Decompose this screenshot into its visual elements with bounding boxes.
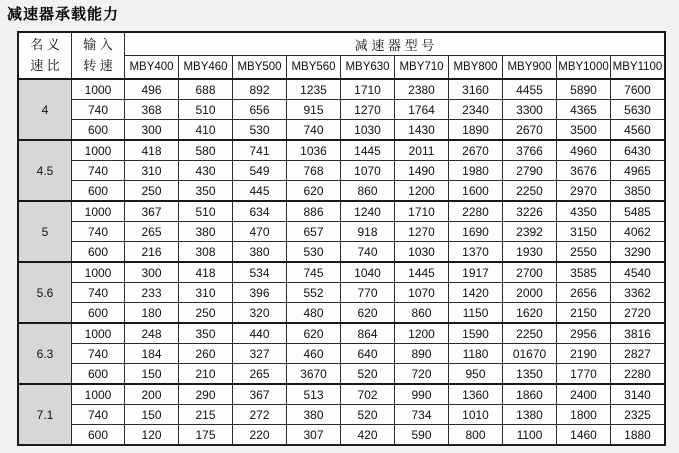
capacity-value-cell: 2956 [557, 323, 611, 344]
capacity-value-cell: 3676 [557, 161, 611, 181]
ratio-column-header [18, 32, 72, 79]
capacity-value-cell: 1270 [395, 222, 449, 242]
header-row-top [18, 32, 665, 56]
model-header-mby900: MBY900 [503, 56, 557, 80]
capacity-value-cell: 520 [341, 405, 395, 425]
model-header-mby1000: MBY1000 [557, 56, 611, 80]
capacity-value-cell: 1880 [611, 425, 666, 446]
capacity-value-cell: 892 [233, 79, 287, 100]
speed-cell: 1000 [72, 201, 125, 222]
speed-cell: 740 [72, 344, 125, 364]
capacity-value-cell: 3140 [611, 384, 666, 405]
speed-cell: 600 [72, 364, 125, 385]
table-row [18, 79, 665, 100]
table-row [18, 405, 665, 425]
capacity-value-cell: 320 [233, 303, 287, 324]
capacity-value-cell: 918 [341, 222, 395, 242]
speed-cell: 740 [72, 405, 125, 425]
capacity-value-cell: 2700 [503, 262, 557, 283]
capacity-value-cell: 2340 [449, 100, 503, 120]
ratio-cell: 6.3 [18, 323, 72, 384]
capacity-value-cell: 1460 [557, 425, 611, 446]
model-header-mby1100: MBY1100 [611, 56, 666, 80]
capacity-value-cell: 2400 [557, 384, 611, 405]
capacity-value-cell: 200 [125, 384, 179, 405]
models-group-header: 减 速 器 型 号 [125, 32, 666, 56]
capacity-value-cell: 860 [395, 303, 449, 324]
capacity-value-cell: 1590 [449, 323, 503, 344]
capacity-value-cell: 1980 [449, 161, 503, 181]
capacity-value-cell: 2011 [395, 140, 449, 161]
capacity-value-cell: 915 [287, 100, 341, 120]
capacity-value-cell: 1360 [449, 384, 503, 405]
capacity-value-cell: 265 [125, 222, 179, 242]
table-row [18, 120, 665, 141]
capacity-value-cell: 307 [287, 425, 341, 446]
capacity-value-cell: 310 [125, 161, 179, 181]
capacity-value-cell: 745 [287, 262, 341, 283]
capacity-value-cell: 1420 [449, 283, 503, 303]
capacity-value-cell: 1070 [341, 161, 395, 181]
capacity-value-cell: 530 [233, 120, 287, 141]
capacity-value-cell: 4560 [611, 120, 666, 141]
capacity-value-cell: 510 [179, 201, 233, 222]
capacity-value-cell: 1860 [503, 384, 557, 405]
capacity-value-cell: 460 [287, 344, 341, 364]
table-row [18, 303, 665, 324]
capacity-value-cell: 768 [287, 161, 341, 181]
capacity-value-cell: 445 [233, 181, 287, 202]
ratio-cell: 4.5 [18, 140, 72, 201]
capacity-value-cell: 327 [233, 344, 287, 364]
capacity-value-cell: 2790 [503, 161, 557, 181]
capacity-value-cell: 300 [125, 120, 179, 141]
capacity-value-cell: 720 [395, 364, 449, 385]
capacity-value-cell: 3150 [557, 222, 611, 242]
capacity-value-cell: 2970 [557, 181, 611, 202]
capacity-value-cell: 520 [341, 364, 395, 385]
speed-header-line2: 转 速 [83, 57, 113, 73]
capacity-value-cell: 248 [125, 323, 179, 344]
speed-cell: 1000 [72, 140, 125, 161]
capacity-value-cell: 1690 [449, 222, 503, 242]
capacity-value-cell: 634 [233, 201, 287, 222]
table-row [18, 344, 665, 364]
capacity-table [17, 31, 666, 446]
capacity-value-cell: 510 [179, 100, 233, 120]
capacity-value-cell: 290 [179, 384, 233, 405]
speed-cell: 600 [72, 120, 125, 141]
model-header-mby800: MBY800 [449, 56, 503, 80]
table-row [18, 425, 665, 446]
capacity-value-cell: 1430 [395, 120, 449, 141]
capacity-value-cell: 470 [233, 222, 287, 242]
capacity-value-cell: 1030 [395, 242, 449, 263]
speed-cell: 1000 [72, 262, 125, 283]
capacity-value-cell: 1036 [287, 140, 341, 161]
capacity-value-cell: 770 [341, 283, 395, 303]
speed-column-header [72, 32, 125, 79]
capacity-value-cell: 890 [395, 344, 449, 364]
ratio-header-line1: 名 义 [30, 37, 60, 53]
capacity-value-cell: 1010 [449, 405, 503, 425]
capacity-value-cell: 380 [179, 222, 233, 242]
capacity-value-cell: 184 [125, 344, 179, 364]
capacity-value-cell: 513 [287, 384, 341, 405]
capacity-value-cell: 1235 [287, 79, 341, 100]
model-header-mby460: MBY460 [179, 56, 233, 80]
capacity-value-cell: 4540 [611, 262, 666, 283]
capacity-value-cell: 1370 [449, 242, 503, 263]
ratio-cell: 4 [18, 79, 72, 140]
table-row [18, 242, 665, 263]
capacity-value-cell: 620 [341, 303, 395, 324]
capacity-value-cell: 1764 [395, 100, 449, 120]
capacity-value-cell: 1350 [503, 364, 557, 385]
speed-cell: 740 [72, 283, 125, 303]
capacity-value-cell: 2150 [557, 303, 611, 324]
speed-cell: 1000 [72, 323, 125, 344]
capacity-value-cell: 3850 [611, 181, 666, 202]
capacity-value-cell: 4365 [557, 100, 611, 120]
ratio-header-line2: 速 比 [30, 57, 60, 73]
capacity-value-cell: 233 [125, 283, 179, 303]
table-row [18, 140, 665, 161]
capacity-value-cell: 620 [287, 323, 341, 344]
speed-cell: 600 [72, 303, 125, 324]
capacity-value-cell: 3362 [611, 283, 666, 303]
capacity-value-cell: 1240 [341, 201, 395, 222]
capacity-value-cell: 410 [179, 120, 233, 141]
capacity-value-cell: 4455 [503, 79, 557, 100]
speed-cell: 600 [72, 425, 125, 446]
capacity-value-cell: 260 [179, 344, 233, 364]
capacity-value-cell: 367 [233, 384, 287, 405]
capacity-value-cell: 5485 [611, 201, 666, 222]
capacity-value-cell: 950 [449, 364, 503, 385]
capacity-value-cell: 2000 [503, 283, 557, 303]
capacity-value-cell: 430 [179, 161, 233, 181]
capacity-value-cell: 3300 [503, 100, 557, 120]
table-row [18, 161, 665, 181]
capacity-value-cell: 420 [341, 425, 395, 446]
capacity-value-cell: 734 [395, 405, 449, 425]
capacity-value-cell: 3670 [287, 364, 341, 385]
page-title: 减速器承载能力 [7, 6, 120, 23]
capacity-value-cell: 440 [233, 323, 287, 344]
capacity-value-cell: 300 [125, 262, 179, 283]
capacity-value-cell: 1380 [503, 405, 557, 425]
speed-cell: 740 [72, 161, 125, 181]
speed-header-line1: 输 入 [83, 37, 113, 53]
capacity-value-cell: 2656 [557, 283, 611, 303]
capacity-value-cell: 740 [287, 120, 341, 141]
capacity-value-cell: 3290 [611, 242, 666, 263]
table-row [18, 181, 665, 202]
ratio-cell: 5 [18, 201, 72, 262]
capacity-value-cell: 1930 [503, 242, 557, 263]
speed-cell: 740 [72, 100, 125, 120]
capacity-value-cell: 2380 [395, 79, 449, 100]
table-row [18, 100, 665, 120]
capacity-value-cell: 1070 [395, 283, 449, 303]
capacity-value-cell: 180 [125, 303, 179, 324]
capacity-value-cell: 2827 [611, 344, 666, 364]
model-header-mby500: MBY500 [233, 56, 287, 80]
capacity-value-cell: 549 [233, 161, 287, 181]
model-header-mby630: MBY630 [341, 56, 395, 80]
capacity-value-cell: 864 [341, 323, 395, 344]
ratio-cell: 7.1 [18, 384, 72, 445]
capacity-value-cell: 656 [233, 100, 287, 120]
capacity-value-cell: 1490 [395, 161, 449, 181]
capacity-value-cell: 2280 [611, 364, 666, 385]
capacity-value-cell: 1710 [341, 79, 395, 100]
capacity-value-cell: 1100 [503, 425, 557, 446]
capacity-value-cell: 1200 [395, 181, 449, 202]
capacity-value-cell: 530 [287, 242, 341, 263]
capacity-value-cell: 3585 [557, 262, 611, 283]
capacity-value-cell: 590 [395, 425, 449, 446]
capacity-value-cell: 1600 [449, 181, 503, 202]
capacity-value-cell: 368 [125, 100, 179, 120]
capacity-value-cell: 265 [233, 364, 287, 385]
ratio-cell: 5.6 [18, 262, 72, 323]
capacity-value-cell: 4960 [557, 140, 611, 161]
capacity-value-cell: 2392 [503, 222, 557, 242]
capacity-value-cell: 2670 [449, 140, 503, 161]
capacity-value-cell: 1620 [503, 303, 557, 324]
capacity-value-cell: 1200 [395, 323, 449, 344]
capacity-value-cell: 215 [179, 405, 233, 425]
capacity-value-cell: 367 [125, 201, 179, 222]
capacity-value-cell: 741 [233, 140, 287, 161]
table-row [18, 323, 665, 344]
speed-cell: 600 [72, 242, 125, 263]
model-header-mby400: MBY400 [125, 56, 179, 80]
capacity-value-cell: 1710 [395, 201, 449, 222]
capacity-value-cell: 1445 [341, 140, 395, 161]
capacity-value-cell: 2325 [611, 405, 666, 425]
capacity-value-cell: 1180 [449, 344, 503, 364]
capacity-value-cell: 1917 [449, 262, 503, 283]
capacity-value-cell: 1800 [557, 405, 611, 425]
capacity-value-cell: 220 [233, 425, 287, 446]
capacity-value-cell: 552 [287, 283, 341, 303]
capacity-value-cell: 1030 [341, 120, 395, 141]
table-row [18, 384, 665, 405]
capacity-value-cell: 860 [341, 181, 395, 202]
capacity-value-cell: 4350 [557, 201, 611, 222]
model-header-mby560: MBY560 [287, 56, 341, 80]
capacity-value-cell: 3226 [503, 201, 557, 222]
table-row [18, 262, 665, 283]
capacity-value-cell: 310 [179, 283, 233, 303]
capacity-value-cell: 250 [179, 303, 233, 324]
capacity-value-cell: 1445 [395, 262, 449, 283]
table-body [18, 79, 665, 445]
capacity-value-cell: 3160 [449, 79, 503, 100]
capacity-value-cell: 740 [341, 242, 395, 263]
capacity-value-cell: 620 [287, 181, 341, 202]
capacity-value-cell: 272 [233, 405, 287, 425]
capacity-value-cell: 120 [125, 425, 179, 446]
speed-cell: 1000 [72, 384, 125, 405]
capacity-value-cell: 640 [341, 344, 395, 364]
capacity-value-cell: 350 [179, 181, 233, 202]
table-row [18, 364, 665, 385]
capacity-value-cell: 418 [179, 262, 233, 283]
capacity-value-cell: 350 [179, 323, 233, 344]
capacity-value-cell: 657 [287, 222, 341, 242]
capacity-value-cell: 702 [341, 384, 395, 405]
capacity-value-cell: 380 [233, 242, 287, 263]
capacity-value-cell: 418 [125, 140, 179, 161]
capacity-value-cell: 886 [287, 201, 341, 222]
capacity-value-cell: 3816 [611, 323, 666, 344]
capacity-value-cell: 4062 [611, 222, 666, 242]
capacity-value-cell: 250 [125, 181, 179, 202]
capacity-value-cell: 175 [179, 425, 233, 446]
capacity-value-cell: 1270 [341, 100, 395, 120]
table-row [18, 222, 665, 242]
capacity-value-cell: 150 [125, 405, 179, 425]
capacity-value-cell: 2190 [557, 344, 611, 364]
speed-cell: 1000 [72, 79, 125, 100]
capacity-value-cell: 308 [179, 242, 233, 263]
capacity-value-cell: 01670 [503, 344, 557, 364]
capacity-value-cell: 5630 [611, 100, 666, 120]
capacity-value-cell: 990 [395, 384, 449, 405]
model-header-mby710: MBY710 [395, 56, 449, 80]
capacity-value-cell: 1890 [449, 120, 503, 141]
speed-cell: 600 [72, 181, 125, 202]
capacity-value-cell: 7600 [611, 79, 666, 100]
table-row [18, 283, 665, 303]
capacity-value-cell: 580 [179, 140, 233, 161]
capacity-value-cell: 2250 [503, 181, 557, 202]
capacity-value-cell: 3766 [503, 140, 557, 161]
capacity-value-cell: 1770 [557, 364, 611, 385]
capacity-value-cell: 480 [287, 303, 341, 324]
capacity-value-cell: 150 [125, 364, 179, 385]
table-header [18, 32, 665, 79]
capacity-value-cell: 396 [233, 283, 287, 303]
capacity-value-cell: 800 [449, 425, 503, 446]
speed-cell: 740 [72, 222, 125, 242]
capacity-value-cell: 496 [125, 79, 179, 100]
capacity-value-cell: 534 [233, 262, 287, 283]
capacity-value-cell: 210 [179, 364, 233, 385]
table-row [18, 201, 665, 222]
capacity-value-cell: 216 [125, 242, 179, 263]
capacity-value-cell: 2550 [557, 242, 611, 263]
capacity-value-cell: 1040 [341, 262, 395, 283]
capacity-value-cell: 2250 [503, 323, 557, 344]
capacity-value-cell: 380 [287, 405, 341, 425]
capacity-value-cell: 2670 [503, 120, 557, 141]
capacity-value-cell: 5890 [557, 79, 611, 100]
capacity-value-cell: 3500 [557, 120, 611, 141]
capacity-value-cell: 688 [179, 79, 233, 100]
capacity-value-cell: 4965 [611, 161, 666, 181]
capacity-value-cell: 2720 [611, 303, 666, 324]
capacity-value-cell: 6430 [611, 140, 666, 161]
capacity-value-cell: 1150 [449, 303, 503, 324]
capacity-value-cell: 2280 [449, 201, 503, 222]
